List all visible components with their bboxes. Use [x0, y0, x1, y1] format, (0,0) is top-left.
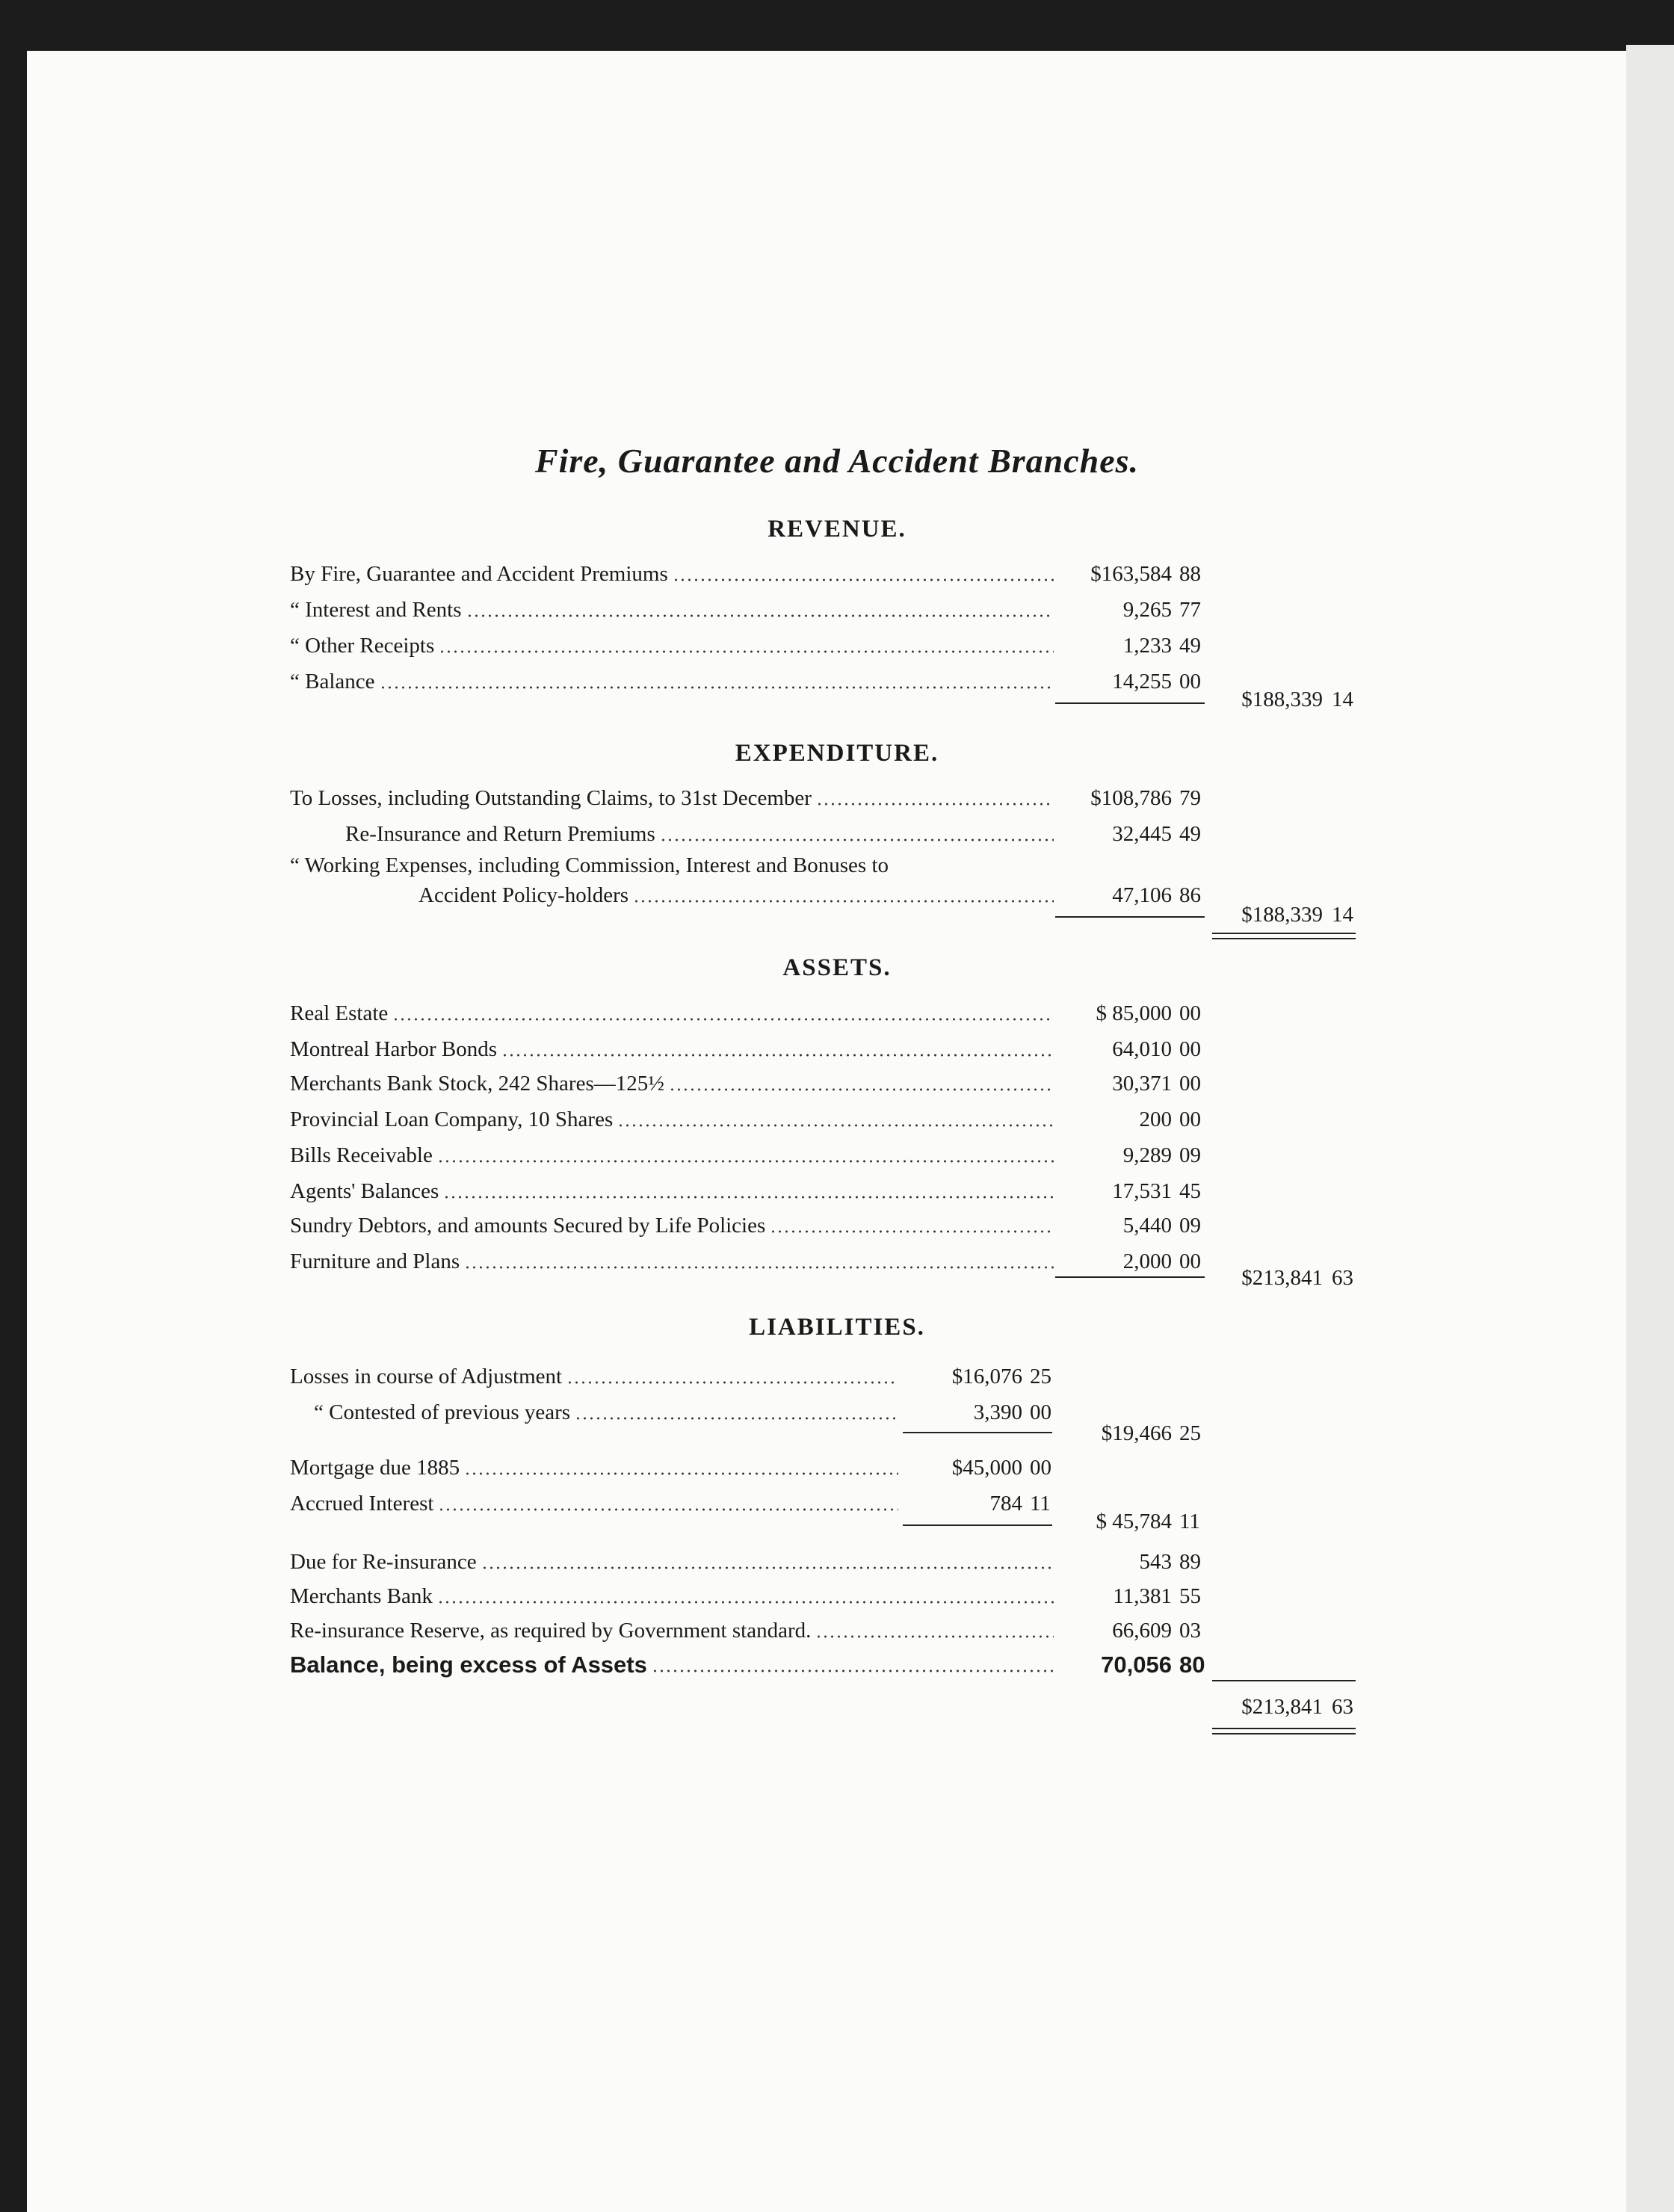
- row-label: “ Contested of previous years: [314, 1400, 571, 1424]
- assets-heading: ASSETS.: [782, 954, 892, 981]
- row-amount-cents: 80: [1179, 1652, 1205, 1678]
- row-label: “ Other Receipts: [290, 634, 435, 658]
- row-amount-dollars: 5,440: [1122, 1214, 1172, 1238]
- row-amount-dollars: 543: [1139, 1550, 1172, 1574]
- row-label: “ Working Expenses, including Commission, Interest and Bonuses to: [290, 853, 889, 877]
- liabilities-group1-rule: [903, 1432, 1052, 1433]
- row-amount-dollars: 17,531: [1112, 1179, 1172, 1203]
- row-label: Provincial Loan Company, 10 Shares: [290, 1107, 614, 1131]
- dot-leader: [815, 1635, 1054, 1638]
- row-label: Mortgage due 1885: [290, 1456, 460, 1480]
- dot-leader: [466, 614, 1054, 617]
- row-amount-cents: 03: [1179, 1619, 1201, 1643]
- row-label: “ Balance: [290, 670, 375, 693]
- row-amount-cents: 55: [1179, 1584, 1201, 1608]
- row-amount-dollars: $ 85,000: [1096, 1001, 1172, 1025]
- dot-leader: [673, 578, 1054, 581]
- dot-leader: [439, 650, 1054, 653]
- expenditure-heading: EXPENDITURE.: [735, 740, 939, 767]
- liabilities-group2-total-dollars: $ 45,784: [1096, 1510, 1172, 1533]
- row-amount-dollars: 9,289: [1122, 1143, 1172, 1167]
- row-label: Agents' Balances: [290, 1179, 439, 1203]
- dot-leader: [380, 686, 1054, 689]
- dot-leader: [652, 1669, 1054, 1672]
- liabilities-group2-total-cents: 11: [1179, 1510, 1200, 1533]
- expenditure-subtotal-rule: [1055, 916, 1205, 918]
- row-label: Sundry Debtors, and amounts Secured by Life Policies: [290, 1214, 766, 1238]
- row-label: Merchants Bank Stock, 242 Shares—125½: [290, 1072, 664, 1096]
- dot-leader: [501, 1054, 1054, 1057]
- dot-leader: [575, 1417, 898, 1420]
- row-amount-cents: 11: [1030, 1492, 1051, 1516]
- row-amount-cents: 09: [1179, 1214, 1201, 1238]
- row-amount-cents: 86: [1179, 883, 1201, 907]
- row-amount-cents: 00: [1179, 1249, 1201, 1273]
- document-title: Fire, Guarantee and Accident Branches.: [534, 442, 1140, 480]
- row-amount-dollars: $45,000: [951, 1456, 1022, 1480]
- row-amount-cents: 89: [1179, 1550, 1201, 1574]
- row-amount-cents: 00: [1179, 1001, 1201, 1025]
- assets-total-dollars: $213,841: [1241, 1266, 1323, 1290]
- row-label: By Fire, Guarantee and Accident Premiums: [290, 562, 668, 586]
- row-amount-cents: 00: [1179, 1107, 1201, 1131]
- row-amount-cents: 77: [1179, 598, 1201, 622]
- row-label: Merchants Bank: [290, 1584, 433, 1608]
- dot-leader: [392, 1018, 1054, 1021]
- row-amount-cents: 45: [1179, 1179, 1201, 1203]
- row-amount-dollars: 9,265: [1122, 598, 1172, 622]
- row-amount-cents: 00: [1030, 1400, 1051, 1424]
- liabilities-double-rule-bottom: [1212, 1733, 1356, 1734]
- row-label: Re-insurance Reserve, as required by Government standard.: [290, 1619, 812, 1643]
- document-page: [27, 51, 1626, 2212]
- revenue-heading: REVENUE.: [767, 516, 907, 543]
- row-amount-cents: 09: [1179, 1143, 1201, 1167]
- expenditure-total-cents: 14: [1332, 903, 1353, 927]
- row-amount-cents: 00: [1179, 1072, 1201, 1096]
- row-amount-dollars: 784: [989, 1492, 1022, 1516]
- row-amount-dollars: $108,786: [1090, 786, 1172, 810]
- liabilities-group2-rule: [903, 1524, 1052, 1526]
- liabilities-total-cents: 63: [1332, 1695, 1353, 1719]
- row-label: Re-Insurance and Return Premiums: [345, 822, 655, 846]
- row-amount-cents: 49: [1179, 634, 1201, 658]
- row-amount-dollars: 1,233: [1122, 634, 1172, 658]
- dot-leader: [437, 1601, 1054, 1604]
- assets-total-cents: 63: [1332, 1266, 1353, 1290]
- row-amount-dollars: 64,010: [1112, 1037, 1172, 1061]
- row-label: Due for Re-insurance: [290, 1550, 477, 1574]
- expenditure-double-rule-bottom: [1212, 938, 1356, 939]
- row-label: “ Interest and Rents: [290, 598, 462, 622]
- row-label: Furniture and Plans: [290, 1249, 460, 1273]
- dot-leader: [464, 1472, 898, 1475]
- liabilities-heading: LIABILITIES.: [749, 1314, 925, 1341]
- dot-leader: [438, 1508, 898, 1511]
- liabilities-double-rule-top: [1212, 1728, 1356, 1729]
- expenditure-double-rule-top: [1212, 933, 1356, 934]
- dot-leader: [816, 803, 1054, 806]
- dot-leader: [481, 1566, 1054, 1569]
- row-amount-dollars: 32,445: [1112, 822, 1172, 846]
- row-label: Losses in course of Adjustment: [290, 1365, 563, 1388]
- row-amount-cents: 49: [1179, 822, 1201, 846]
- row-amount-dollars: 30,371: [1112, 1072, 1172, 1096]
- revenue-subtotal-rule: [1055, 702, 1205, 704]
- dot-leader: [437, 1160, 1054, 1163]
- liabilities-total-dollars: $213,841: [1241, 1695, 1323, 1719]
- row-amount-dollars: $16,076: [951, 1365, 1022, 1388]
- dot-leader: [443, 1196, 1054, 1199]
- liabilities-subtotal-rule: [1212, 1680, 1356, 1681]
- row-amount-dollars: 2,000: [1122, 1249, 1172, 1273]
- row-label: Balance, being excess of Assets: [290, 1652, 647, 1678]
- row-label: Accident Policy-holders: [418, 883, 629, 907]
- row-label: Bills Receivable: [290, 1143, 433, 1167]
- assets-subtotal-rule: [1055, 1276, 1205, 1278]
- revenue-total-cents: 14: [1332, 688, 1353, 711]
- row-amount-dollars: 3,390: [973, 1400, 1022, 1424]
- liabilities-group1-total-cents: 25: [1179, 1421, 1201, 1445]
- row-amount-cents: 00: [1179, 1037, 1201, 1061]
- dot-leader: [464, 1266, 1054, 1269]
- page-edge: [1626, 45, 1674, 2212]
- expenditure-total-dollars: $188,339: [1241, 903, 1323, 927]
- row-label: Accrued Interest: [290, 1492, 434, 1516]
- dot-leader: [660, 838, 1054, 841]
- row-amount-dollars: 11,381: [1113, 1584, 1172, 1608]
- row-amount-dollars: $163,584: [1090, 562, 1172, 586]
- revenue-total-dollars: $188,339: [1241, 688, 1323, 711]
- dot-leader: [633, 900, 1054, 903]
- dot-leader: [770, 1230, 1054, 1233]
- row-amount-dollars: 70,056: [1101, 1652, 1172, 1678]
- row-label: To Losses, including Outstanding Claims, to 31st December: [290, 786, 812, 810]
- liabilities-group1-total-dollars: $19,466: [1101, 1421, 1172, 1445]
- row-amount-cents: 00: [1179, 670, 1201, 693]
- row-amount-cents: 88: [1179, 562, 1201, 586]
- row-amount-cents: 25: [1030, 1365, 1051, 1388]
- row-amount-dollars: 47,106: [1112, 883, 1172, 907]
- dot-leader: [669, 1088, 1054, 1091]
- dot-leader: [617, 1124, 1054, 1127]
- row-amount-cents: 79: [1179, 786, 1201, 810]
- dot-leader: [566, 1381, 898, 1384]
- row-label: Montreal Harbor Bonds: [290, 1037, 498, 1061]
- row-amount-dollars: 200: [1139, 1107, 1172, 1131]
- row-amount-dollars: 66,609: [1112, 1619, 1172, 1643]
- row-amount-cents: 00: [1030, 1456, 1051, 1480]
- row-label: Real Estate: [290, 1001, 389, 1025]
- row-amount-dollars: 14,255: [1112, 670, 1172, 693]
